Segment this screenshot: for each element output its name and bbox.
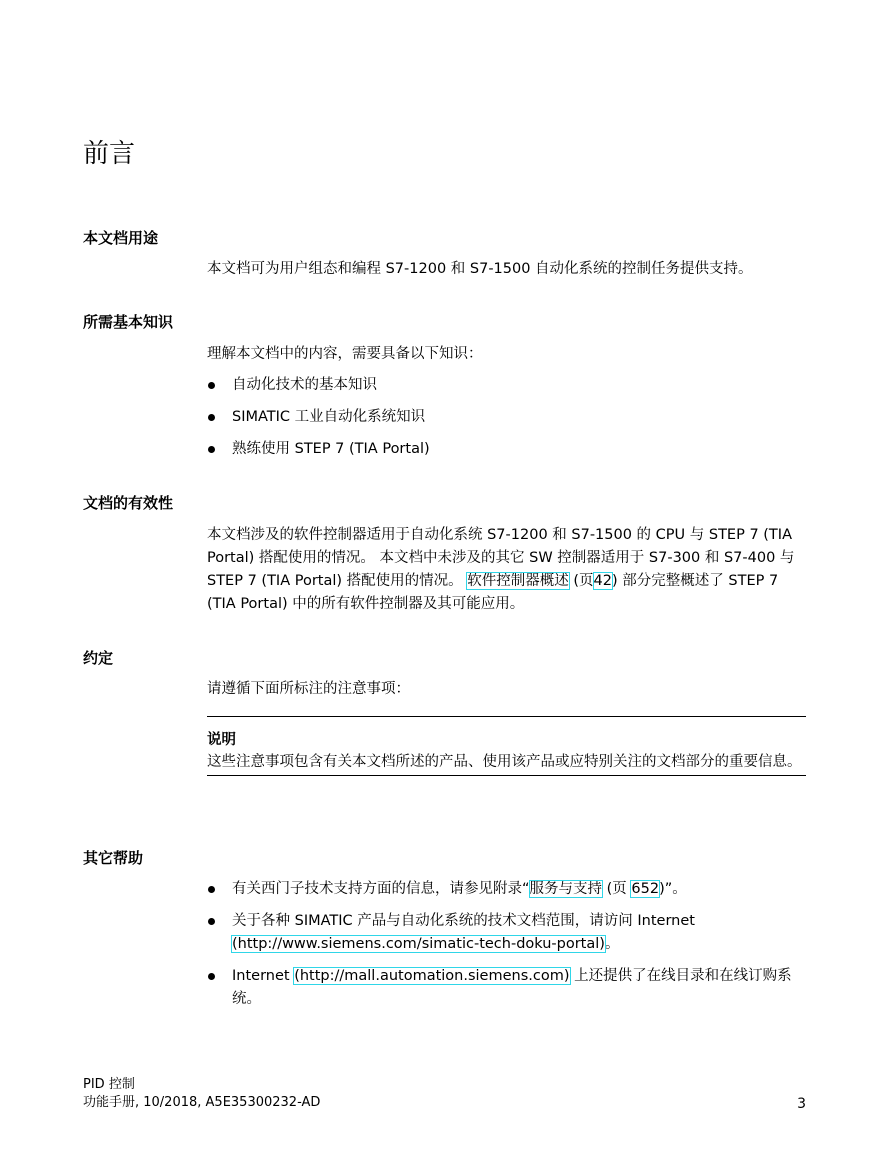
conventions-intro: 请遵循下面所标注的注意事项： bbox=[207, 681, 410, 697]
page-ref-link[interactable]: 42 bbox=[593, 573, 612, 589]
footer bbox=[83, 1076, 320, 1112]
validity-text-b: 部分完整概述了 STEP 7 (TIA Portal) 中的所有软件控制器及其可能应用。 bbox=[207, 573, 779, 612]
help-item3-end: 上还提供了在线目录和在线订购系统。 bbox=[232, 968, 792, 1007]
link-mall-automation[interactable]: (http://mall.automation.siemens.com) bbox=[294, 968, 570, 984]
section-heading-validity: 文档的有效性 bbox=[83, 494, 174, 512]
page-ref-close: )”。 bbox=[659, 881, 687, 897]
list-item bbox=[207, 910, 807, 956]
list-item: 自动化技术的基本知识 bbox=[207, 374, 807, 397]
footer-manual-info: 功能手册, 10/2018, A5E35300232-AD bbox=[83, 1095, 321, 1110]
help-item2-text: 关于各种 SIMATIC 产品与自动化系统的技术文档范围，请访问 Internet bbox=[232, 913, 695, 929]
footer-title: PID 控制 bbox=[83, 1077, 135, 1092]
help-item1-text: 有关西门子技术支持方面的信息，请参见附录“ bbox=[232, 881, 530, 897]
knowledge-intro: 理解本文档中的内容，需要具备以下知识： bbox=[207, 346, 483, 362]
link-service-support[interactable]: 服务与支持 bbox=[529, 881, 603, 897]
note-title: 说明 bbox=[207, 732, 236, 748]
section-heading-conventions: 约定 bbox=[83, 649, 114, 667]
note-box bbox=[207, 716, 806, 776]
link-tech-doku-portal[interactable]: (http://www.siemens.com/simatic-tech-doku-portal) bbox=[232, 936, 605, 952]
validity-text-a: 本文档涉及的软件控制器适用于自动化系统 S7-1200 和 S7-1500 的 CPU 与 STEP 7 (TIA Portal) 搭配使用的情况。 本文档中未涉及的其它 SW 控制器适用于 S7-300 和 S7-400 与 STEP 7 (TIA Portal) 搭配使用的情况。 bbox=[207, 527, 795, 589]
page-ref-open: (页 bbox=[573, 573, 594, 589]
validity-text bbox=[207, 524, 807, 616]
purpose-text: 本文档可为用户组态和编程 S7-1200 和 S7-1500 自动化系统的控制任务提供支持。 bbox=[207, 261, 753, 277]
list-item: SIMATIC 工业自动化系统知识 bbox=[207, 406, 807, 429]
help-item3-text: Internet bbox=[232, 968, 290, 984]
list-item: 熟练使用 STEP 7 (TIA Portal) bbox=[207, 438, 807, 461]
link-software-controller-overview[interactable]: 软件控制器概述 bbox=[467, 573, 569, 589]
page-ref-link[interactable]: 652 bbox=[631, 881, 660, 897]
note-text: 这些注意事项包含有关本文档所述的产品、使用该产品或应特别关注的文档部分的重要信息。 bbox=[207, 754, 802, 770]
page-ref-close: ) bbox=[612, 573, 618, 589]
section-heading-purpose: 本文档用途 bbox=[83, 229, 159, 247]
section-heading-knowledge: 所需基本知识 bbox=[83, 313, 174, 331]
list-item bbox=[207, 878, 807, 901]
list-item bbox=[207, 965, 807, 1011]
section-heading-help: 其它帮助 bbox=[83, 849, 144, 867]
page-ref-open: (页 bbox=[606, 881, 627, 897]
page-title: 前言 bbox=[83, 139, 136, 169]
knowledge-list bbox=[207, 374, 807, 461]
help-item2-end: 。 bbox=[604, 936, 620, 952]
page-number: 3 bbox=[797, 1096, 806, 1112]
help-list bbox=[207, 878, 807, 1011]
